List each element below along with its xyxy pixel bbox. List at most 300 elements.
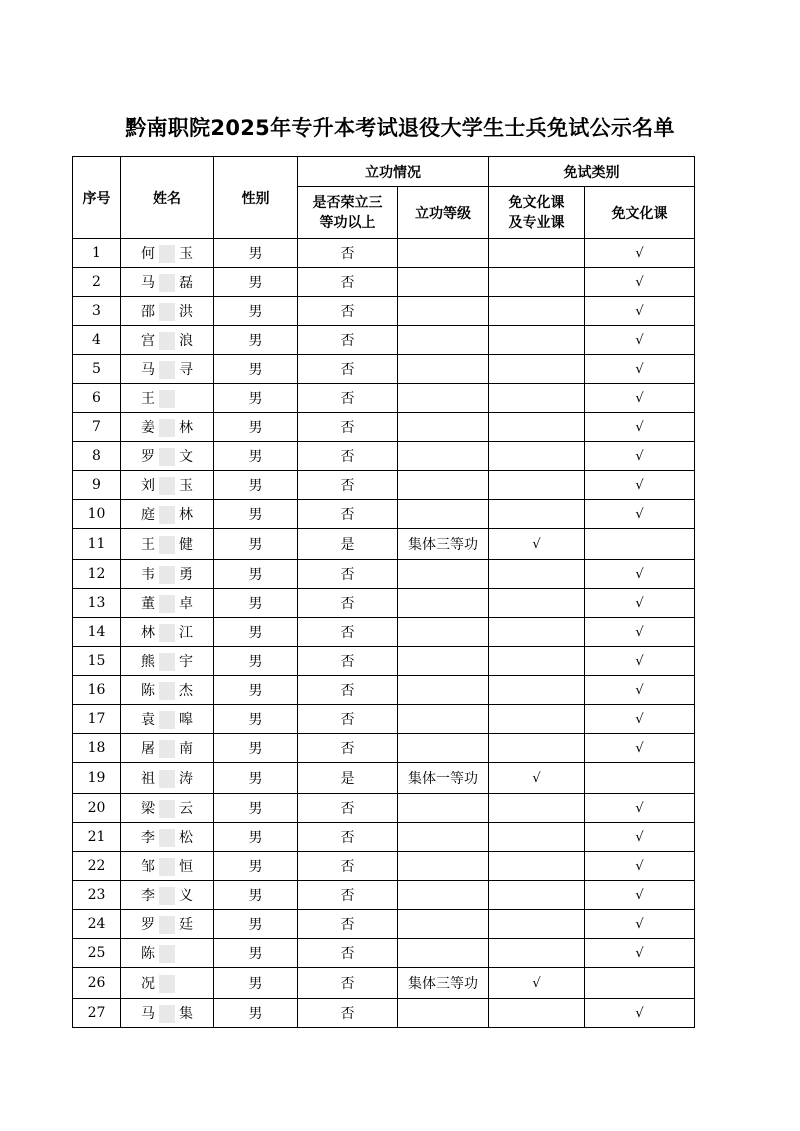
name-last-char: 江 bbox=[179, 625, 193, 641]
row-gender: 男 bbox=[214, 705, 298, 734]
row-merit-third: 否 bbox=[298, 413, 398, 442]
row-merit-third: 否 bbox=[298, 794, 398, 823]
row-merit-third: 否 bbox=[298, 442, 398, 471]
row-name bbox=[121, 326, 214, 355]
row-index: 4 bbox=[73, 326, 121, 355]
name-first-char: 邵 bbox=[141, 304, 155, 320]
row-exempt-culture: √ bbox=[585, 326, 695, 355]
row-exempt-both: √ bbox=[489, 968, 585, 999]
row-name bbox=[121, 355, 214, 384]
name-first-char: 马 bbox=[141, 275, 155, 291]
row-gender: 男 bbox=[214, 968, 298, 999]
row-index: 5 bbox=[73, 355, 121, 384]
row-exempt-both bbox=[489, 939, 585, 968]
row-exempt-both bbox=[489, 647, 585, 676]
row-index: 17 bbox=[73, 705, 121, 734]
table-row bbox=[73, 618, 695, 647]
row-gender: 男 bbox=[214, 589, 298, 618]
row-merit-level bbox=[398, 939, 489, 968]
name-first-char: 韦 bbox=[141, 567, 155, 583]
name-redaction-mask bbox=[159, 916, 175, 934]
name-last-char: 磊 bbox=[179, 275, 193, 291]
row-merit-third: 否 bbox=[298, 355, 398, 384]
row-exempt-both bbox=[489, 471, 585, 500]
name-last-char: 义 bbox=[179, 888, 193, 904]
row-exempt-both bbox=[489, 618, 585, 647]
name-last-char: 寻 bbox=[179, 362, 193, 378]
name-redaction-mask bbox=[159, 800, 175, 818]
name-last-char: 廷 bbox=[179, 917, 193, 933]
row-name bbox=[121, 297, 214, 326]
name-last-char: 文 bbox=[179, 449, 193, 465]
name-first-char: 李 bbox=[141, 888, 155, 904]
row-exempt-both bbox=[489, 676, 585, 705]
row-exempt-culture: √ bbox=[585, 852, 695, 881]
row-merit-third: 否 bbox=[298, 268, 398, 297]
row-merit-level: 集体三等功 bbox=[398, 529, 489, 560]
row-merit-level bbox=[398, 560, 489, 589]
row-merit-third: 否 bbox=[298, 881, 398, 910]
row-merit-third: 否 bbox=[298, 471, 398, 500]
row-exempt-both bbox=[489, 413, 585, 442]
row-exempt-culture bbox=[585, 529, 695, 560]
row-exempt-both bbox=[489, 442, 585, 471]
row-index: 7 bbox=[73, 413, 121, 442]
table-row bbox=[73, 297, 695, 326]
table-row bbox=[73, 589, 695, 618]
row-merit-level bbox=[398, 589, 489, 618]
row-exempt-both bbox=[489, 734, 585, 763]
table-row bbox=[73, 939, 695, 968]
row-exempt-both bbox=[489, 881, 585, 910]
row-index: 26 bbox=[73, 968, 121, 999]
table-row bbox=[73, 910, 695, 939]
row-merit-level bbox=[398, 384, 489, 413]
row-merit-level bbox=[398, 999, 489, 1028]
name-first-char: 祖 bbox=[141, 771, 155, 787]
name-first-char: 马 bbox=[141, 362, 155, 378]
row-merit-level bbox=[398, 442, 489, 471]
name-redaction-mask bbox=[159, 740, 175, 758]
row-exempt-culture: √ bbox=[585, 442, 695, 471]
table-row bbox=[73, 763, 695, 794]
name-last-char: 云 bbox=[179, 801, 193, 817]
name-first-char: 罗 bbox=[141, 917, 155, 933]
row-merit-third: 否 bbox=[298, 968, 398, 999]
name-first-char: 李 bbox=[141, 830, 155, 846]
name-first-char: 罗 bbox=[141, 449, 155, 465]
row-exempt-culture: √ bbox=[585, 823, 695, 852]
row-merit-level bbox=[398, 326, 489, 355]
row-index: 21 bbox=[73, 823, 121, 852]
row-exempt-culture: √ bbox=[585, 647, 695, 676]
name-redaction-mask bbox=[159, 274, 175, 292]
row-merit-level bbox=[398, 794, 489, 823]
row-merit-level bbox=[398, 676, 489, 705]
name-first-char: 马 bbox=[141, 1006, 155, 1022]
table-row bbox=[73, 968, 695, 999]
row-exempt-culture: √ bbox=[585, 589, 695, 618]
row-merit-level bbox=[398, 618, 489, 647]
row-gender: 男 bbox=[214, 999, 298, 1028]
row-merit-third: 否 bbox=[298, 297, 398, 326]
name-last-char: 洪 bbox=[179, 304, 193, 320]
name-last-char: 杰 bbox=[179, 683, 193, 699]
row-merit-level bbox=[398, 852, 489, 881]
row-name bbox=[121, 823, 214, 852]
name-redaction-mask bbox=[159, 506, 175, 524]
roster-table bbox=[72, 156, 695, 1028]
row-exempt-both bbox=[489, 852, 585, 881]
table-row bbox=[73, 355, 695, 384]
table-row bbox=[73, 734, 695, 763]
name-first-char: 邹 bbox=[141, 859, 155, 875]
row-name bbox=[121, 618, 214, 647]
name-last-char: 浪 bbox=[179, 333, 193, 349]
row-exempt-culture bbox=[585, 763, 695, 794]
row-index: 13 bbox=[73, 589, 121, 618]
row-gender: 男 bbox=[214, 734, 298, 763]
name-first-char: 宫 bbox=[141, 333, 155, 349]
row-merit-third: 否 bbox=[298, 676, 398, 705]
row-exempt-culture: √ bbox=[585, 910, 695, 939]
row-gender: 男 bbox=[214, 823, 298, 852]
row-index: 9 bbox=[73, 471, 121, 500]
row-exempt-culture: √ bbox=[585, 500, 695, 529]
row-exempt-both bbox=[489, 384, 585, 413]
name-first-char: 刘 bbox=[141, 478, 155, 494]
table-row bbox=[73, 852, 695, 881]
row-gender: 男 bbox=[214, 676, 298, 705]
row-exempt-culture: √ bbox=[585, 618, 695, 647]
name-last-char: 健 bbox=[179, 537, 193, 553]
row-gender: 男 bbox=[214, 326, 298, 355]
row-name bbox=[121, 763, 214, 794]
row-index: 3 bbox=[73, 297, 121, 326]
name-last-char: 勇 bbox=[179, 567, 193, 583]
name-redaction-mask bbox=[159, 245, 175, 263]
row-merit-third: 否 bbox=[298, 326, 398, 355]
row-name bbox=[121, 529, 214, 560]
name-redaction-mask bbox=[159, 332, 175, 350]
row-index: 22 bbox=[73, 852, 121, 881]
row-gender: 男 bbox=[214, 852, 298, 881]
table-row bbox=[73, 647, 695, 676]
row-gender: 男 bbox=[214, 939, 298, 968]
name-redaction-mask bbox=[159, 361, 175, 379]
row-name bbox=[121, 384, 214, 413]
row-exempt-culture: √ bbox=[585, 471, 695, 500]
row-name bbox=[121, 471, 214, 500]
row-merit-third: 否 bbox=[298, 852, 398, 881]
row-exempt-both bbox=[489, 910, 585, 939]
header-exempt-group: 免试类别 bbox=[489, 157, 695, 187]
row-index: 12 bbox=[73, 560, 121, 589]
name-redaction-mask bbox=[159, 419, 175, 437]
row-merit-third: 否 bbox=[298, 734, 398, 763]
row-exempt-culture: √ bbox=[585, 384, 695, 413]
row-exempt-culture: √ bbox=[585, 999, 695, 1028]
row-gender: 男 bbox=[214, 239, 298, 268]
name-redaction-mask bbox=[159, 448, 175, 466]
header-exempt-culture: 免文化课 bbox=[585, 187, 695, 239]
row-exempt-culture: √ bbox=[585, 939, 695, 968]
row-exempt-culture: √ bbox=[585, 734, 695, 763]
name-first-char: 庭 bbox=[141, 507, 155, 523]
table-row bbox=[73, 268, 695, 297]
row-merit-level bbox=[398, 500, 489, 529]
header-exempt-both: 免文化课及专业课 bbox=[489, 187, 585, 239]
row-index: 1 bbox=[73, 239, 121, 268]
row-exempt-culture: √ bbox=[585, 355, 695, 384]
row-exempt-both bbox=[489, 239, 585, 268]
table-row bbox=[73, 413, 695, 442]
header-index: 序号 bbox=[73, 157, 121, 239]
page-title: 黔南职院2025年专升本考试退役大学生士兵免试公示名单 bbox=[125, 116, 675, 140]
name-first-char: 王 bbox=[141, 391, 155, 407]
name-first-char: 陈 bbox=[141, 683, 155, 699]
table-row bbox=[73, 823, 695, 852]
row-merit-level bbox=[398, 297, 489, 326]
row-index: 16 bbox=[73, 676, 121, 705]
table-row bbox=[73, 471, 695, 500]
row-merit-level bbox=[398, 705, 489, 734]
name-last-char: 松 bbox=[179, 830, 193, 846]
name-first-char: 董 bbox=[141, 596, 155, 612]
name-redaction-mask bbox=[159, 945, 175, 963]
table-row bbox=[73, 384, 695, 413]
name-first-char: 况 bbox=[141, 976, 155, 992]
row-index: 15 bbox=[73, 647, 121, 676]
row-exempt-both bbox=[489, 326, 585, 355]
row-name bbox=[121, 968, 214, 999]
table-row bbox=[73, 442, 695, 471]
name-redaction-mask bbox=[159, 975, 175, 993]
row-name bbox=[121, 589, 214, 618]
row-merit-level bbox=[398, 734, 489, 763]
row-exempt-both bbox=[489, 560, 585, 589]
row-gender: 男 bbox=[214, 297, 298, 326]
row-exempt-both bbox=[489, 705, 585, 734]
row-merit-third: 是 bbox=[298, 529, 398, 560]
row-merit-level bbox=[398, 647, 489, 676]
row-merit-third: 否 bbox=[298, 384, 398, 413]
header-gender: 性别 bbox=[214, 157, 298, 239]
row-gender: 男 bbox=[214, 618, 298, 647]
row-exempt-culture bbox=[585, 968, 695, 999]
row-name bbox=[121, 999, 214, 1028]
row-merit-third: 否 bbox=[298, 910, 398, 939]
row-name bbox=[121, 413, 214, 442]
row-index: 18 bbox=[73, 734, 121, 763]
row-name bbox=[121, 734, 214, 763]
row-merit-level bbox=[398, 823, 489, 852]
name-redaction-mask bbox=[159, 566, 175, 584]
name-last-char: 涛 bbox=[179, 771, 193, 787]
row-gender: 男 bbox=[214, 910, 298, 939]
table-body bbox=[73, 239, 695, 1028]
row-index: 8 bbox=[73, 442, 121, 471]
name-last-char: 林 bbox=[179, 420, 193, 436]
table-row bbox=[73, 676, 695, 705]
name-last-char: 南 bbox=[179, 741, 193, 757]
row-exempt-both bbox=[489, 268, 585, 297]
row-index: 6 bbox=[73, 384, 121, 413]
header-merit-third: 是否荣立三等功以上 bbox=[298, 187, 398, 239]
table-row bbox=[73, 999, 695, 1028]
row-exempt-both: √ bbox=[489, 529, 585, 560]
name-last-char: 集 bbox=[179, 1006, 193, 1022]
row-index: 24 bbox=[73, 910, 121, 939]
row-gender: 男 bbox=[214, 413, 298, 442]
header-name: 姓名 bbox=[121, 157, 214, 239]
name-redaction-mask bbox=[159, 682, 175, 700]
row-exempt-both bbox=[489, 355, 585, 384]
name-last-char: 恒 bbox=[179, 859, 193, 875]
table-row bbox=[73, 239, 695, 268]
row-exempt-both bbox=[489, 297, 585, 326]
row-name bbox=[121, 442, 214, 471]
row-merit-third: 否 bbox=[298, 999, 398, 1028]
row-name bbox=[121, 676, 214, 705]
table-row bbox=[73, 881, 695, 910]
name-redaction-mask bbox=[159, 624, 175, 642]
row-gender: 男 bbox=[214, 355, 298, 384]
row-exempt-culture: √ bbox=[585, 239, 695, 268]
table-header bbox=[73, 157, 695, 239]
name-redaction-mask bbox=[159, 887, 175, 905]
row-gender: 男 bbox=[214, 268, 298, 297]
row-exempt-both bbox=[489, 500, 585, 529]
table-row bbox=[73, 560, 695, 589]
row-name bbox=[121, 794, 214, 823]
row-merit-third: 否 bbox=[298, 500, 398, 529]
row-gender: 男 bbox=[214, 560, 298, 589]
row-merit-level: 集体三等功 bbox=[398, 968, 489, 999]
row-exempt-culture: √ bbox=[585, 794, 695, 823]
row-name bbox=[121, 705, 214, 734]
name-redaction-mask bbox=[159, 595, 175, 613]
name-first-char: 王 bbox=[141, 537, 155, 553]
row-merit-third: 否 bbox=[298, 823, 398, 852]
row-merit-third: 否 bbox=[298, 939, 398, 968]
row-gender: 男 bbox=[214, 881, 298, 910]
row-exempt-both bbox=[489, 823, 585, 852]
name-redaction-mask bbox=[159, 536, 175, 554]
row-index: 10 bbox=[73, 500, 121, 529]
row-index: 20 bbox=[73, 794, 121, 823]
name-last-char: 玉 bbox=[179, 246, 193, 262]
row-merit-third: 否 bbox=[298, 560, 398, 589]
name-redaction-mask bbox=[159, 303, 175, 321]
row-merit-level bbox=[398, 355, 489, 384]
row-exempt-culture: √ bbox=[585, 705, 695, 734]
row-name bbox=[121, 881, 214, 910]
name-redaction-mask bbox=[159, 1005, 175, 1023]
row-index: 14 bbox=[73, 618, 121, 647]
name-first-char: 姜 bbox=[141, 420, 155, 436]
row-index: 27 bbox=[73, 999, 121, 1028]
row-name bbox=[121, 647, 214, 676]
row-merit-third: 否 bbox=[298, 618, 398, 647]
row-gender: 男 bbox=[214, 500, 298, 529]
table-row bbox=[73, 326, 695, 355]
name-redaction-mask bbox=[159, 770, 175, 788]
row-name bbox=[121, 852, 214, 881]
name-first-char: 梁 bbox=[141, 801, 155, 817]
row-gender: 男 bbox=[214, 471, 298, 500]
table-row bbox=[73, 794, 695, 823]
row-index: 19 bbox=[73, 763, 121, 794]
row-merit-third: 否 bbox=[298, 589, 398, 618]
name-first-char: 何 bbox=[141, 246, 155, 262]
name-first-char: 熊 bbox=[141, 654, 155, 670]
row-name bbox=[121, 939, 214, 968]
row-merit-level: 集体一等功 bbox=[398, 763, 489, 794]
name-redaction-mask bbox=[159, 858, 175, 876]
name-first-char: 袁 bbox=[141, 712, 155, 728]
row-exempt-culture: √ bbox=[585, 413, 695, 442]
row-gender: 男 bbox=[214, 763, 298, 794]
row-index: 23 bbox=[73, 881, 121, 910]
name-redaction-mask bbox=[159, 829, 175, 847]
name-redaction-mask bbox=[159, 390, 175, 408]
name-last-char: 玉 bbox=[179, 478, 193, 494]
row-merit-level bbox=[398, 239, 489, 268]
row-index: 25 bbox=[73, 939, 121, 968]
table-row bbox=[73, 705, 695, 734]
row-gender: 男 bbox=[214, 529, 298, 560]
name-last-char: 林 bbox=[179, 507, 193, 523]
table-row bbox=[73, 500, 695, 529]
row-name bbox=[121, 910, 214, 939]
row-gender: 男 bbox=[214, 647, 298, 676]
row-index: 2 bbox=[73, 268, 121, 297]
row-exempt-both bbox=[489, 794, 585, 823]
row-exempt-both bbox=[489, 999, 585, 1028]
row-merit-level bbox=[398, 910, 489, 939]
header-merit-level: 立功等级 bbox=[398, 187, 489, 239]
name-first-char: 屠 bbox=[141, 741, 155, 757]
row-exempt-both bbox=[489, 589, 585, 618]
name-last-char: 嗥 bbox=[179, 712, 193, 728]
name-last-char: 宇 bbox=[179, 654, 193, 670]
row-name bbox=[121, 268, 214, 297]
row-gender: 男 bbox=[214, 384, 298, 413]
row-index: 11 bbox=[73, 529, 121, 560]
row-exempt-culture: √ bbox=[585, 268, 695, 297]
row-name bbox=[121, 560, 214, 589]
row-gender: 男 bbox=[214, 442, 298, 471]
row-merit-level bbox=[398, 268, 489, 297]
row-merit-level bbox=[398, 471, 489, 500]
name-redaction-mask bbox=[159, 653, 175, 671]
table-row bbox=[73, 529, 695, 560]
row-merit-third: 否 bbox=[298, 647, 398, 676]
row-exempt-culture: √ bbox=[585, 560, 695, 589]
row-exempt-both: √ bbox=[489, 763, 585, 794]
row-exempt-culture: √ bbox=[585, 881, 695, 910]
row-name bbox=[121, 500, 214, 529]
row-merit-third: 否 bbox=[298, 239, 398, 268]
name-redaction-mask bbox=[159, 711, 175, 729]
row-merit-third: 是 bbox=[298, 763, 398, 794]
row-merit-level bbox=[398, 413, 489, 442]
row-merit-level bbox=[398, 881, 489, 910]
row-name bbox=[121, 239, 214, 268]
row-exempt-culture: √ bbox=[585, 297, 695, 326]
name-redaction-mask bbox=[159, 477, 175, 495]
